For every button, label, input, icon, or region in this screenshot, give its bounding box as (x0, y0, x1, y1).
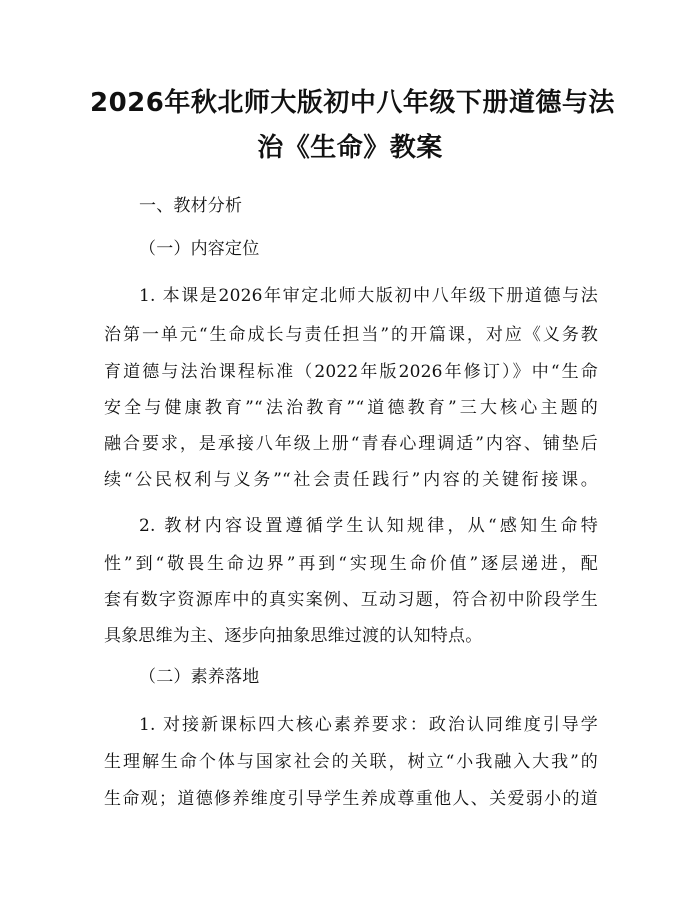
paragraph-line: 套有数字资源库中的真实案例、互动习题，符合初中阶段学生 (104, 590, 598, 610)
paragraph-line: 育道德与法治课程标准（2022年版2026年修订）》中“生命 (104, 362, 598, 382)
subsection-heading-literacy-implementation: （二）素养落地 (139, 667, 260, 687)
paragraph-line: 1. 本课是2026年审定北师大版初中八年级下册道德与法 (139, 286, 598, 306)
paragraph-line: 治第一单元“生命成长与责任担当”的开篇课，对应《义务教 (104, 325, 598, 345)
section-heading-materials-analysis: 一、教材分析 (139, 196, 243, 216)
paragraph-line: 安全与健康教育”“法治教育”“道德教育”三大核心主题的 (104, 398, 598, 418)
paragraph-line: 具象思维为主、逐步向抽象思维过渡的认知特点。 (104, 626, 483, 646)
subsection-heading-content-positioning: （一）内容定位 (139, 239, 260, 259)
paragraph-line: 融合要求，是承接八年级上册“青春心理调适”内容、铺垫后 (104, 434, 598, 454)
paragraph-line: 续“公民权利与义务”“社会责任践行”内容的关键衔接课。 (104, 470, 598, 490)
paragraph-line: 生命观；道德修养维度引导学生养成尊重他人、关爱弱小的道 (104, 789, 598, 809)
document-title-line-2: 治《生命》教案 (257, 133, 443, 163)
paragraph-line: 1. 对接新课标四大核心素养要求：政治认同维度引导学 (139, 715, 598, 735)
paragraph-line: 性”到“敬畏生命边界”再到“实现生命价值”逐层递进，配 (104, 554, 598, 574)
paragraph-line: 2. 教材内容设置遵循学生认知规律，从“感知生命特 (139, 516, 598, 536)
document-title-line-1: 2026年秋北师大版初中八年级下册道德与法 (90, 88, 615, 118)
paragraph-line: 生理解生命个体与国家社会的关联，树立“小我融入大我”的 (104, 752, 598, 772)
